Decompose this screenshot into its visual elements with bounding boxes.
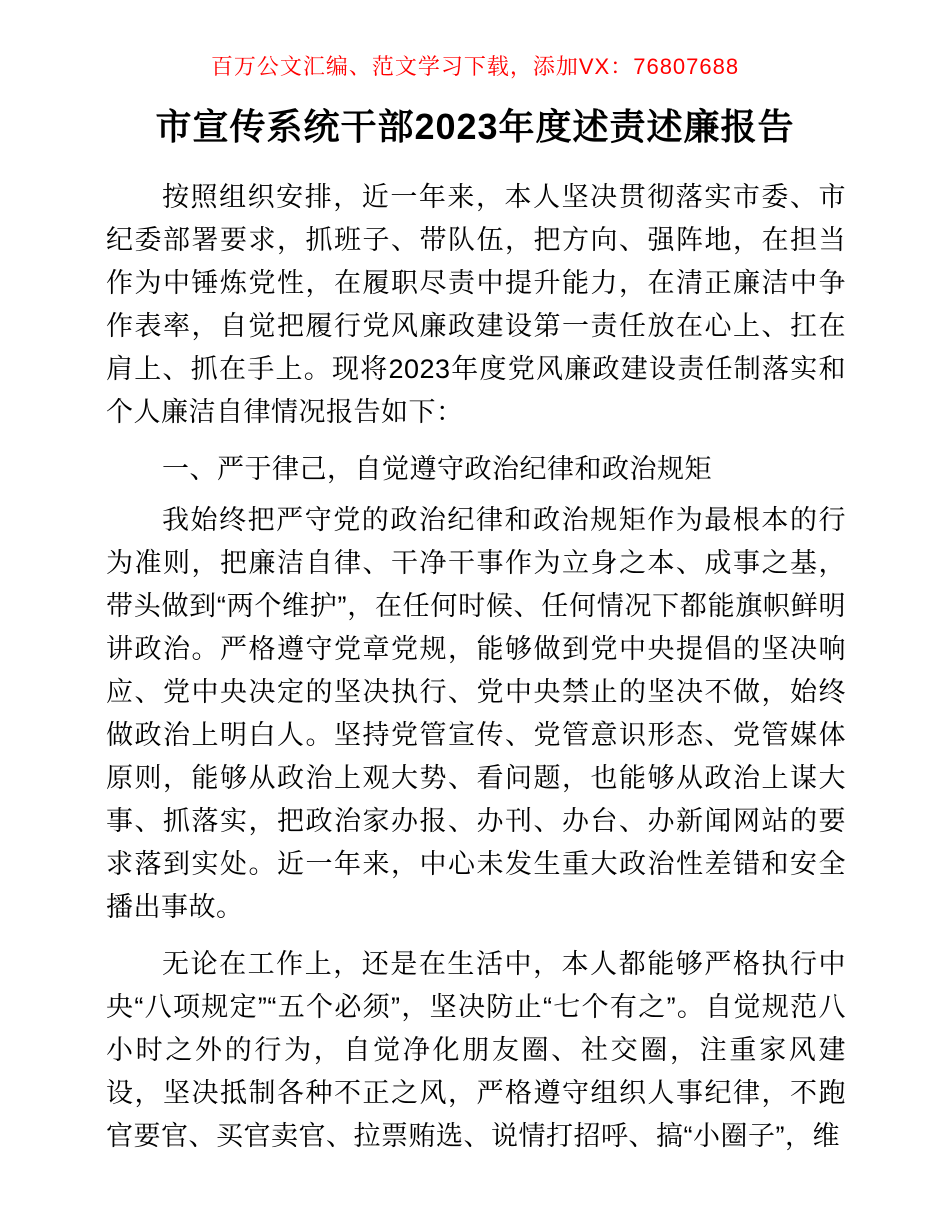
- paragraph-intro: 按照组织安排，近一年来，本人坚决贯彻落实市委、市纪委部署要求，抓班子、带队伍，把方向、强阵地，在担当作为中锤炼党性，在履职尽责中提升能力，在清正廉洁中争作表率，自觉把履行党风廉政建设第一责任放在心上、扛在肩上、抓在手上。现将2023年度党风廉政建设责任制落实和个人廉洁自律情况报告如下：: [106, 182, 846, 427]
- promo-notice-banner: 百万公文汇编、范文学习下载，添加VX：76807688: [210, 54, 740, 79]
- document-title: 市宣传系统干部2023年度述责述廉报告: [155, 106, 795, 147]
- paragraph-eight-regulations: 无论在工作上，还是在生活中，本人都能够严格执行中央“八项规定”“五个必须”，坚决防止“七个有之”。自觉规范八小时之外的行为，自觉净化朋友圈、社交圈，注重家风建设，坚决抵制各种不正之风，严格遵守组织人事纪律，不跑官要官、买官卖官、拉票贿选、说情打招呼、搞“小圈子”，维: [106, 949, 846, 1151]
- section-heading-1: 一、严于律己，自觉遵守政治纪律和政治规矩: [162, 454, 712, 484]
- paragraph-political-discipline: 我始终把严守党的政治纪律和政治规矩作为最根本的行为准则，把廉洁自律、干净干事作为立身之本、成事之基，带头做到“两个维护”，在任何时候、任何情况下都能旗帜鲜明讲政治。严格遵守党章党规，能够做到党中央提倡的坚决响应、党中央决定的坚决执行、党中央禁止的坚决不做，始终做政治上明白人。坚持党管宣传、党管意识形态、党管媒体原则，能够从政治上观大势、看问题，也能够从政治上谋大事、抓落实，把政治家办报、办刊、办台、办新闻网站的要求落到实处。近一年来，中心未发生重大政治性差错和安全播出事故。: [106, 505, 846, 922]
- document-body: [106, 176, 846, 1158]
